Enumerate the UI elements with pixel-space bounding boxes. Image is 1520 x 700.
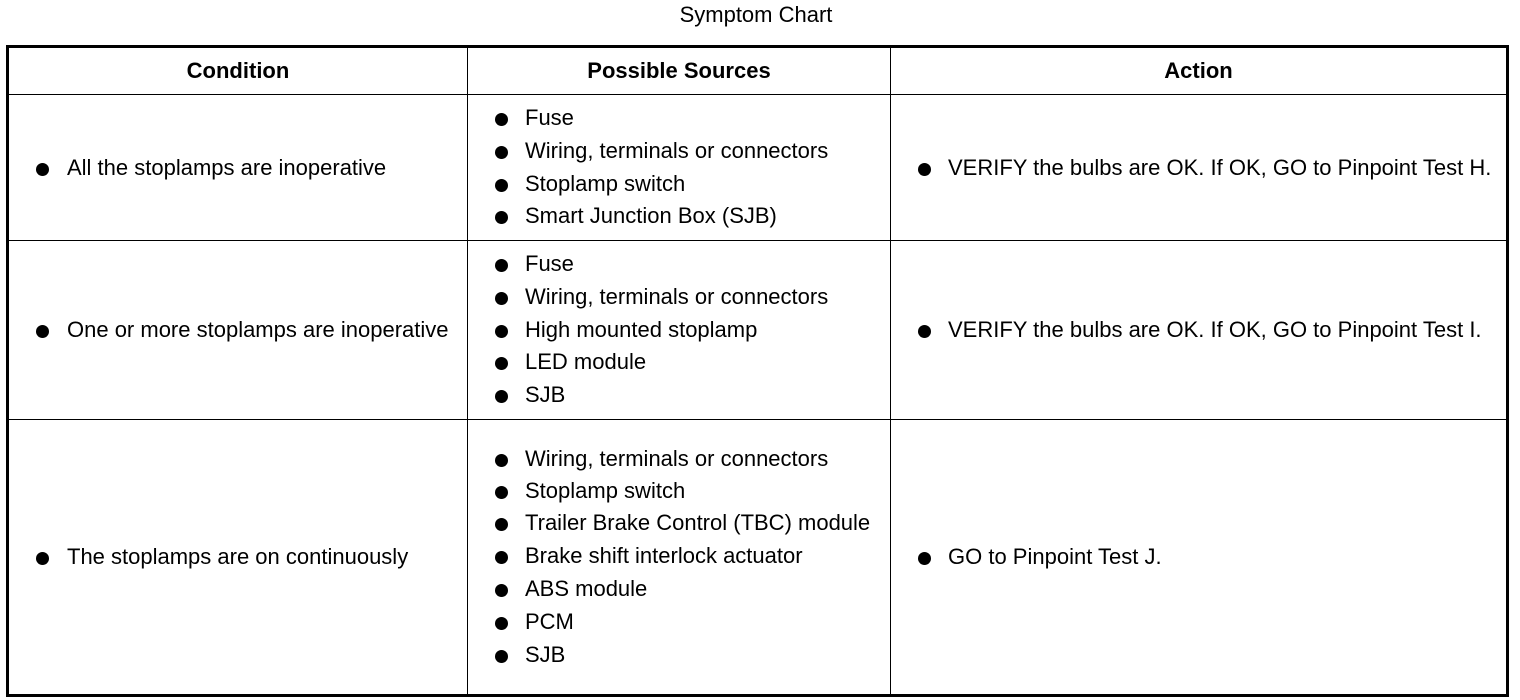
source-item: Stoplamp switch — [525, 478, 686, 504]
condition-cell — [8, 420, 468, 696]
action-cell — [891, 241, 1508, 420]
bullet-icon — [918, 163, 931, 176]
condition-text: The stoplamps are on continuously — [67, 544, 409, 569]
bullet-icon — [495, 454, 508, 467]
bullet-icon — [36, 325, 49, 338]
bullet-icon — [495, 584, 508, 597]
sources-cell — [468, 420, 891, 696]
header-row — [8, 47, 1508, 95]
bullet-icon — [918, 552, 931, 565]
bullet-icon — [495, 113, 508, 126]
bullet-icon — [918, 325, 931, 338]
action-text: GO to Pinpoint Test J. — [948, 544, 1162, 569]
source-item: SJB — [525, 641, 566, 667]
source-item: Fuse — [525, 251, 574, 276]
bullet-icon — [495, 211, 508, 224]
condition-text: One or more stoplamps are inoperative — [67, 317, 449, 342]
source-item: High mounted stoplamp — [525, 316, 758, 342]
bullet-icon — [495, 357, 508, 370]
bullet-icon — [495, 551, 508, 564]
source-item: PCM — [525, 608, 574, 634]
action-text: VERIFY the bulbs are OK. If OK, GO to Pinpoint Test H. — [948, 154, 1492, 180]
condition-cell — [8, 241, 468, 420]
chart-title: Symptom Chart — [679, 2, 833, 27]
condition-text: All the stoplamps are inoperative — [67, 154, 387, 180]
source-item: Wiring, terminals or connectors — [525, 445, 829, 471]
condition-cell — [8, 95, 468, 241]
action-cell — [891, 420, 1508, 696]
source-item: Wiring, terminals or connectors — [525, 283, 829, 309]
sources-cell — [468, 95, 891, 241]
source-item: SJB — [525, 382, 566, 408]
source-item: Trailer Brake Control (TBC) module — [525, 510, 871, 536]
bullet-icon — [36, 552, 49, 565]
action-cell — [891, 95, 1508, 241]
source-item: Stoplamp switch — [525, 170, 686, 196]
sources-cell — [468, 241, 891, 420]
source-item: Brake shift interlock actuator — [525, 543, 803, 569]
table-row — [8, 420, 1508, 696]
bullet-icon — [495, 325, 508, 338]
bullet-icon — [36, 163, 49, 176]
bullet-icon — [495, 650, 508, 663]
column-header-action: Action — [891, 47, 1508, 95]
bullet-icon — [495, 617, 508, 630]
source-item: Fuse — [525, 104, 574, 130]
bullet-icon — [495, 179, 508, 192]
bullet-icon — [495, 259, 508, 272]
bullet-icon — [495, 390, 508, 403]
source-item: LED module — [525, 349, 647, 375]
source-item: Smart Junction Box (SJB) — [525, 203, 777, 229]
table-row — [8, 95, 1508, 241]
bullet-icon — [495, 486, 508, 499]
column-header-sources: Possible Sources — [468, 47, 891, 95]
bullet-icon — [495, 146, 508, 159]
column-header-condition: Condition — [8, 47, 468, 95]
source-item: Wiring, terminals or connectors — [525, 137, 829, 163]
bullet-icon — [495, 292, 508, 305]
source-item: ABS module — [525, 576, 648, 601]
action-text: VERIFY the bulbs are OK. If OK, GO to Pinpoint Test I. — [948, 317, 1482, 342]
bullet-icon — [495, 518, 508, 531]
table-row — [8, 241, 1508, 420]
symptom-table — [6, 45, 1509, 697]
